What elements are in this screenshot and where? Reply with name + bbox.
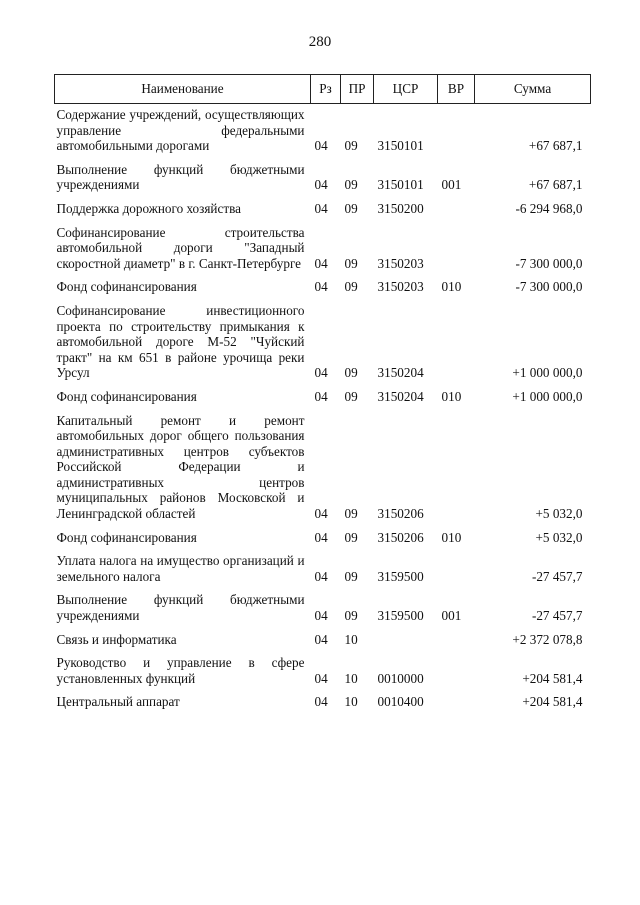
row-csr: 0010000 (377, 670, 424, 686)
row-sum: +1 000 000,0 (512, 365, 583, 381)
row-sum: -27 457,7 (531, 568, 583, 584)
row-rz: 04 (314, 506, 328, 522)
row-rz: 04 (314, 177, 328, 193)
row-csr: 3150200 (377, 200, 424, 216)
row-name: Фонд софинансирования (56, 388, 197, 404)
row-csr: 3150101 (377, 177, 424, 193)
row-csr: 3150203 (377, 255, 424, 271)
row-pr: 09 (344, 388, 358, 404)
table-row (55, 381, 591, 405)
row-csr: 3159500 (377, 608, 424, 624)
row-sum: +67 687,1 (528, 138, 583, 154)
row-sum: +1 000 000,0 (512, 388, 583, 404)
row-name: Центральный аппарат (56, 694, 180, 710)
row-rz: 04 (314, 138, 328, 154)
row-pr: 09 (344, 279, 358, 295)
row-pr: 10 (344, 670, 358, 686)
row-rz: 04 (314, 255, 328, 271)
row-rz: 04 (314, 529, 328, 545)
row-rz: 04 (314, 608, 328, 624)
row-name: Содержание учреждений, осуществляющих управление федеральными автомобильными дорогами (56, 107, 305, 154)
row-name: Капитальный ремонт и ремонт автомобильных дорог общего пользования административных центров субъектов Российской Федерации и административных центров муниципальных районов Московской и Ленинградской областей (56, 412, 305, 522)
row-sum: +204 581,4 (522, 694, 583, 710)
row-name: Связь и информатика (56, 631, 177, 647)
row-vr (438, 405, 475, 522)
row-csr: 3150101 (377, 138, 424, 154)
row-rz: 04 (314, 365, 328, 381)
row-vr: 010 (441, 279, 462, 295)
row-name: Выполнение функций бюджетными учреждениями (56, 592, 305, 624)
row-vr: 010 (441, 388, 462, 404)
row-pr: 10 (344, 694, 358, 710)
row-name: Фонд софинансирования (56, 529, 197, 545)
table-row (55, 193, 591, 217)
table-row (55, 686, 591, 710)
table-row (55, 584, 591, 623)
row-rz: 04 (314, 200, 328, 216)
row-vr (438, 545, 475, 584)
row-csr (374, 624, 438, 648)
table-row (55, 217, 591, 272)
row-name: Софинансирование инвестиционного проекта по строительству примыкания к автомобильной дороге М-52 "Чуйский тракт" на км 651 в районе урочища реки Урсул (56, 302, 305, 381)
row-sum: -7 300 000,0 (515, 279, 583, 295)
row-sum: +5 032,0 (535, 506, 583, 522)
header-name: Наименование (55, 75, 311, 104)
row-csr: 3150206 (377, 506, 424, 522)
row-name: Софинансирование строительства автомобильной дороги "Западный скоростной диаметр" в г. Санкт-Петербурге (56, 224, 305, 271)
row-sum: -7 300 000,0 (515, 255, 583, 271)
row-sum: +67 687,1 (528, 177, 583, 193)
header-csr: ЦСР (374, 75, 438, 104)
row-pr: 09 (344, 200, 358, 216)
row-name: Поддержка дорожного хозяйства (56, 200, 242, 216)
row-vr: 001 (441, 608, 462, 624)
table-row (55, 104, 591, 154)
row-sum: +204 581,4 (522, 670, 583, 686)
row-rz: 04 (314, 694, 328, 710)
row-csr: 3150204 (377, 365, 424, 381)
row-pr: 09 (344, 506, 358, 522)
row-vr (438, 104, 475, 154)
row-rz: 04 (314, 388, 328, 404)
table-row (55, 271, 591, 295)
row-vr (438, 686, 475, 710)
table-row (55, 295, 591, 381)
row-csr: 3150204 (377, 388, 424, 404)
row-rz: 04 (314, 279, 328, 295)
header-sum: Сумма (475, 75, 591, 104)
row-sum: -27 457,7 (531, 608, 583, 624)
header-vr: ВР (438, 75, 475, 104)
row-name: Фонд софинансирования (56, 279, 197, 295)
budget-table (54, 74, 591, 710)
page-number: 280 (308, 34, 332, 50)
row-csr: 0010400 (377, 694, 424, 710)
row-pr: 10 (344, 631, 358, 647)
row-csr: 3150206 (377, 529, 424, 545)
row-pr: 09 (344, 608, 358, 624)
row-pr: 09 (344, 255, 358, 271)
table-row (55, 405, 591, 522)
table-row (55, 522, 591, 546)
row-vr (438, 217, 475, 272)
row-sum: -6 294 968,0 (515, 200, 583, 216)
row-vr (438, 193, 475, 217)
table-row (55, 154, 591, 193)
table-row (55, 545, 591, 584)
row-name: Выполнение функций бюджетными учреждениями (56, 161, 305, 193)
row-sum: +5 032,0 (535, 529, 583, 545)
row-pr: 09 (344, 177, 358, 193)
row-pr: 09 (344, 568, 358, 584)
row-csr: 3159500 (377, 568, 424, 584)
row-pr: 09 (344, 138, 358, 154)
row-pr: 09 (344, 529, 358, 545)
row-name: Руководство и управление в сфере установленных функций (56, 655, 305, 686)
row-rz: 04 (314, 631, 328, 647)
row-vr (438, 624, 475, 648)
header-pr: ПР (341, 75, 374, 104)
row-pr: 09 (344, 365, 358, 381)
row-rz: 04 (314, 568, 328, 584)
row-csr: 3150203 (377, 279, 424, 295)
row-name: Уплата налога на имущество организаций и земельного налога (56, 553, 305, 584)
table-row (55, 624, 591, 648)
row-vr: 001 (441, 177, 462, 193)
row-vr: 010 (441, 529, 462, 545)
row-rz: 04 (314, 670, 328, 686)
table-header-row (55, 75, 591, 104)
table-row (55, 647, 591, 686)
row-vr (438, 647, 475, 686)
header-rz: Рз (311, 75, 341, 104)
row-vr (438, 295, 475, 381)
row-sum: +2 372 078,8 (512, 631, 583, 647)
